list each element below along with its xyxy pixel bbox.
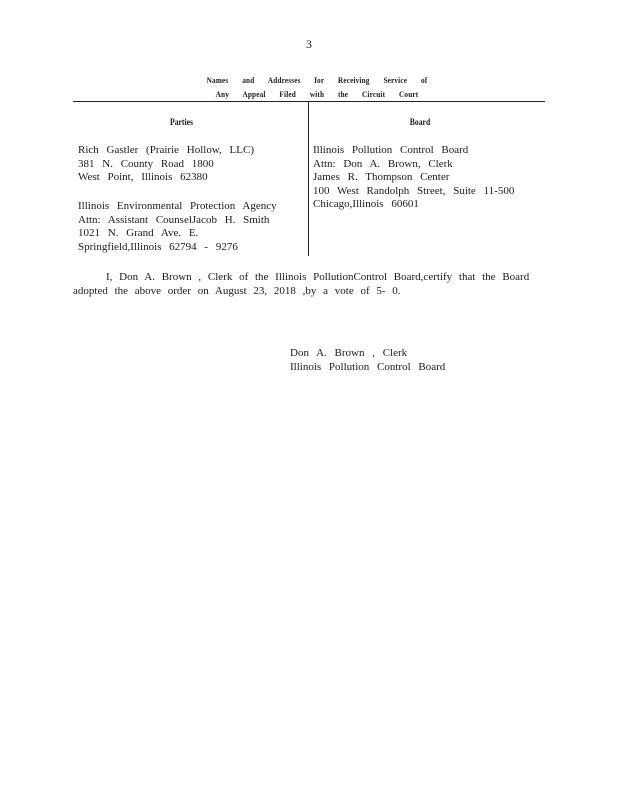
service-heading-line-2: Any Appeal Filed with the Circuit Court <box>215 89 419 99</box>
table-top-rule <box>73 101 545 102</box>
page-number: 3 <box>306 37 312 51</box>
address-line: James R. Thompson Center <box>313 171 450 183</box>
signature-block <box>290 346 445 374</box>
board-address <box>313 144 514 212</box>
service-heading-line-1: Names and Addresses for Receiving Service of <box>206 75 428 85</box>
board-column-header: Board <box>409 117 431 127</box>
address-line: Springfield,Illinois 62794 - 9276 <box>78 240 238 253</box>
address-line: Attn: Don A. Brown, Clerk <box>313 157 453 170</box>
address-line: West Point, Illinois 62380 <box>78 171 208 183</box>
parties-column-header: Parties <box>170 117 193 127</box>
party-address-iepa <box>78 200 277 254</box>
column-divider <box>308 101 309 256</box>
address-line: Illinois Pollution Control Board <box>313 144 469 156</box>
signer-title: Illinois Pollution Control Board <box>290 361 446 373</box>
address-line: Rich Gastler (Prairie Hollow, LLC) <box>78 144 254 156</box>
certification-line-2: adopted the above order on August 23, 2018 ,by a vote of 5- 0. <box>73 285 401 297</box>
address-line: Illinois Environmental Protection Agency <box>78 200 277 212</box>
signer-name: Don A. Brown , Clerk <box>290 347 408 359</box>
address-line: Attn: Assistant CounselJacob H. Smith <box>78 213 270 226</box>
clerk-certification <box>73 270 543 298</box>
address-line: 100 West Randolph Street, Suite 11-500 <box>313 184 515 197</box>
address-line: Chicago,Illinois 60601 <box>313 198 419 210</box>
address-line: 381 N. County Road 1800 <box>78 157 214 170</box>
party-address-gastler <box>78 144 254 185</box>
address-line: 1021 N. Grand Ave. E. <box>78 227 199 239</box>
certification-line-1: I, Don A. Brown , Clerk of the Illinois PollutionControl Board,certify that the Board <box>106 271 530 283</box>
